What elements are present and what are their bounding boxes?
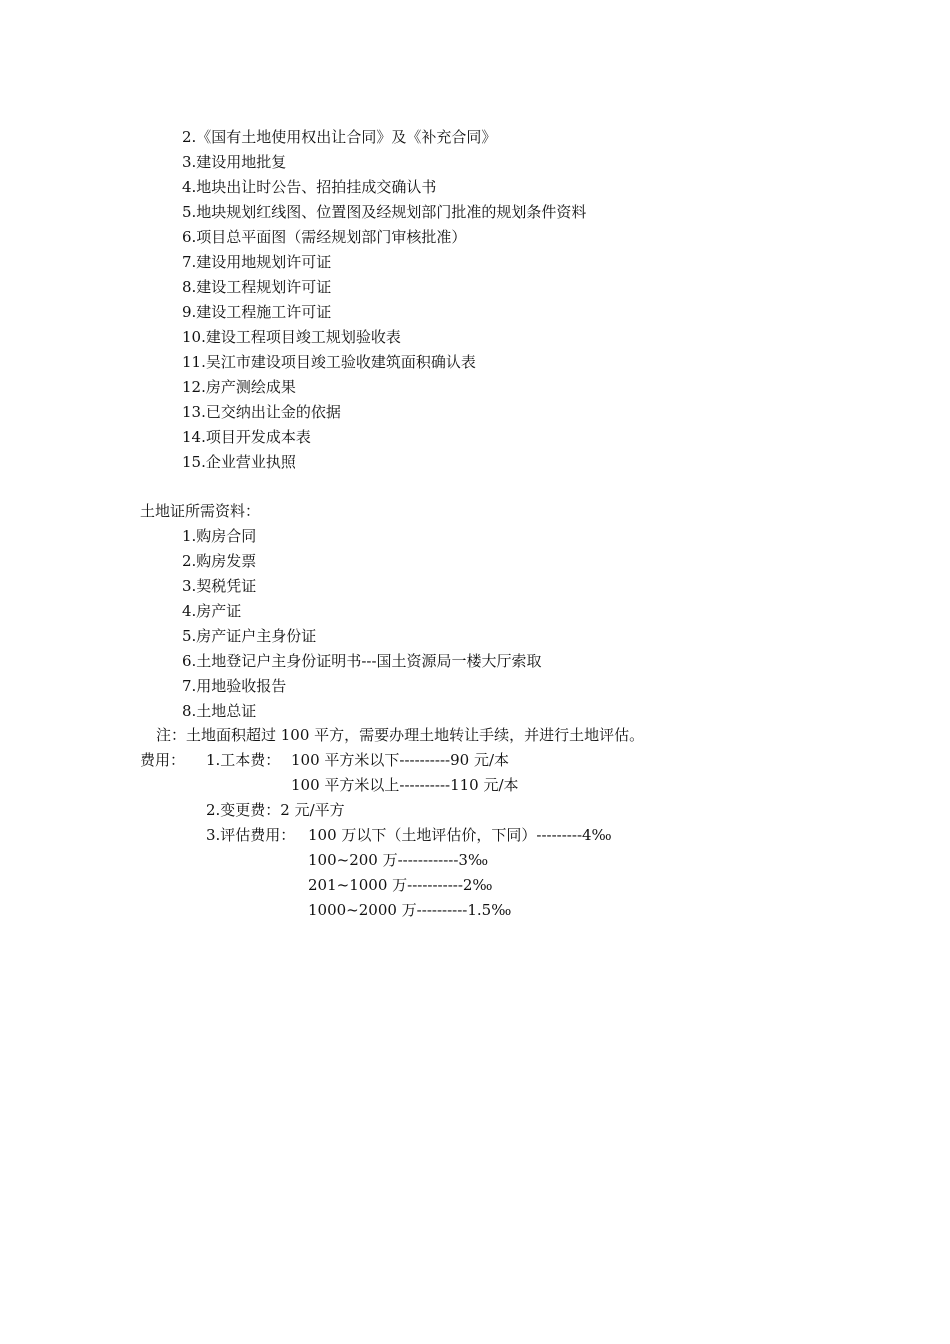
list-item: 2.购房发票	[182, 552, 257, 570]
list-item: 7.建设用地规划许可证	[182, 253, 332, 271]
fees-label: 费用：	[140, 751, 186, 769]
list-item: 15.企业营业执照	[182, 453, 296, 471]
note-text: 注：土地面积超过 100 平方，需要办理土地转让手续，并进行土地评估。	[156, 726, 645, 744]
list-item: 1.购房合同	[182, 527, 257, 545]
list-item: 14.项目开发成本表	[182, 428, 311, 446]
list-item: 9.建设工程施工许可证	[182, 303, 332, 321]
list-item: 8.建设工程规划许可证	[182, 278, 332, 296]
list-item: 3.建设用地批复	[182, 153, 287, 171]
list-item: 4.房产证	[182, 602, 242, 620]
change-fee: 2.变更费：2 元/平方	[206, 801, 345, 819]
eval-fee-label: 3.评估费用：	[206, 826, 296, 844]
list-item: 3.契税凭证	[182, 577, 257, 595]
list-item: 11.吴江市建设项目竣工验收建筑面积确认表	[182, 353, 476, 371]
list-item: 2.《国有土地使用权出让合同》及《补充合同》	[182, 128, 497, 146]
list-item: 13.已交纳出让金的依据	[182, 403, 341, 421]
eval-fee-tier: 100 万以下（土地评估价，下同）---------4‰	[308, 826, 612, 844]
list-item: 12.房产测绘成果	[182, 378, 296, 396]
eval-fee-tier: 201~1000 万-----------2‰	[308, 876, 493, 894]
work-fee-tier: 100 平方米以上----------110 元/本	[291, 776, 519, 794]
work-fee-tier: 100 平方米以下----------90 元/本	[291, 751, 509, 769]
list-item: 5.房产证户主身份证	[182, 627, 317, 645]
list-item: 5.地块规划红线图、位置图及经规划部门批准的规划条件资料	[182, 203, 587, 221]
list-item: 10.建设工程项目竣工规划验收表	[182, 328, 401, 346]
list-item: 8.土地总证	[182, 702, 257, 720]
work-fee-label: 1.工本费：	[206, 751, 281, 769]
section-heading-land-certificate: 土地证所需资料：	[140, 502, 261, 520]
list-item: 4.地块出让时公告、招拍挂成交确认书	[182, 178, 437, 196]
list-item: 6.土地登记户主身份证明书---国土资源局一楼大厅索取	[182, 652, 542, 670]
list-item: 6.项目总平面图（需经规划部门审核批准）	[182, 228, 467, 246]
eval-fee-tier: 100~200 万------------3‰	[308, 851, 489, 869]
eval-fee-tier: 1000~2000 万----------1.5‰	[308, 901, 512, 919]
list-item: 7.用地验收报告	[182, 677, 287, 695]
